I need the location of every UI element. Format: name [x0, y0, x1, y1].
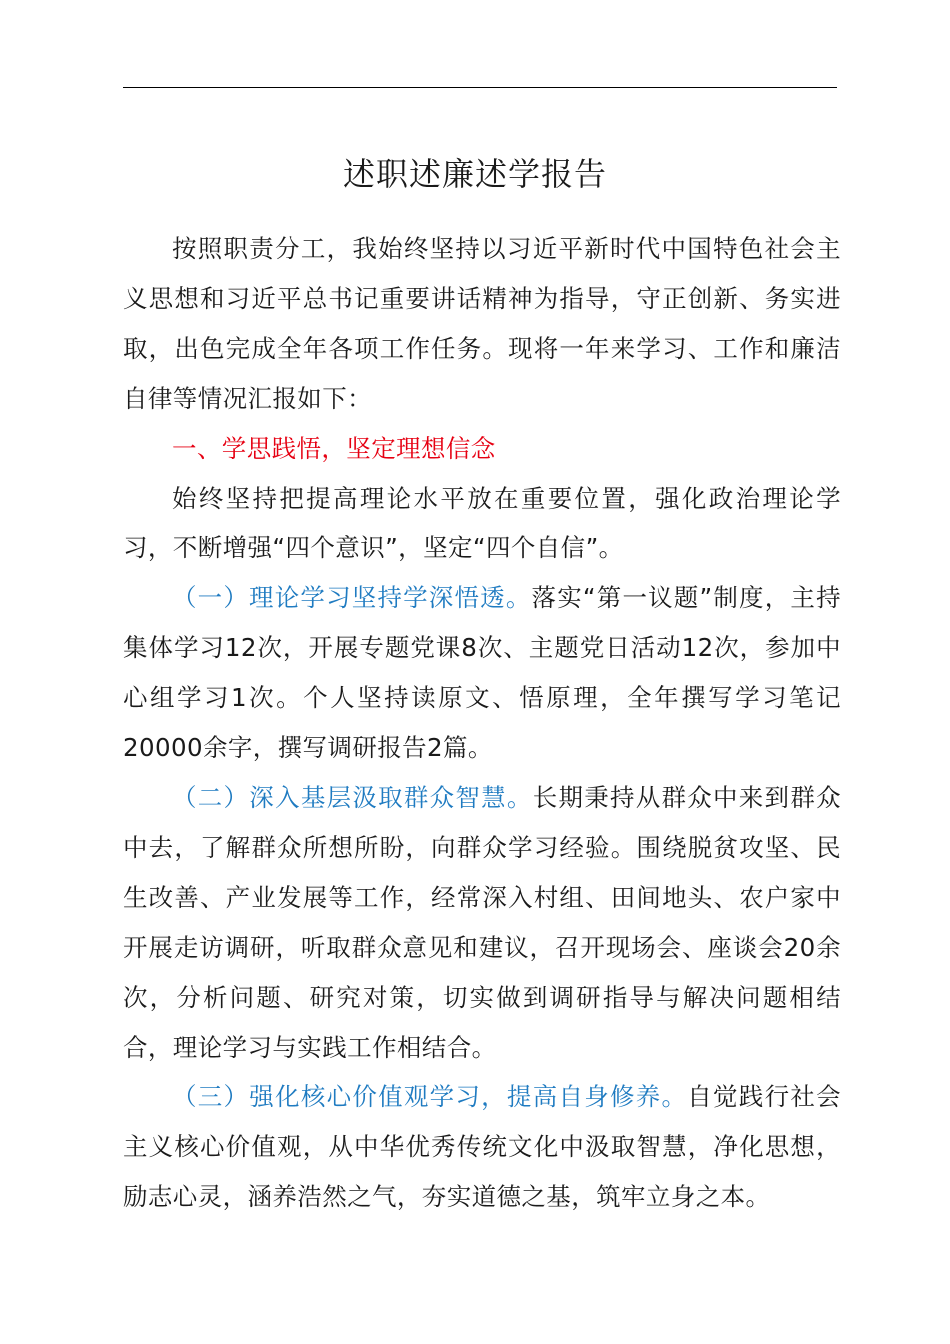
- intro-paragraph: 按照职责分工，我始终坚持以习近平新时代中国特色社会主义思想和习近平总书记重要讲话精神为指导，守正创新、务实进取，出色完成全年各项工作任务。现将一年来学习、工作和廉洁自律等情况汇报如下：: [123, 234, 841, 413]
- item-3-text: 自觉践行社会主义核心价值观，从中华优秀传统文化中汲取智慧，净化思想，励志心灵，涵养浩然之气，夯实道德之基，筑牢立身之本。: [123, 1082, 841, 1212]
- item-1-heading: （一）理论学习坚持学深悟透。: [172, 583, 532, 613]
- item-2-paragraph: [123, 773, 841, 1072]
- document-title: 述职述廉述学报告: [342, 155, 607, 193]
- item-1-text: 落实“第一议题”制度，主持集体学习12次，开展专题党课8次、主题党日活动12次，参加中心组学习1次。个人坚持读原文、悟原理，全年撰写学习笔记20000余字，撰写调研报告2篇。: [123, 583, 841, 763]
- item-1-paragraph: [123, 573, 841, 773]
- section-1-heading: 一、学思践悟，坚定理想信念: [172, 433, 496, 463]
- item-3-paragraph: [123, 1072, 841, 1222]
- header-rule: [123, 87, 837, 88]
- item-2-heading: （二）深入基层汲取群众智慧。: [172, 782, 533, 812]
- document-body: [123, 224, 841, 1222]
- item-3-heading: （三）强化核心价值观学习，提高自身修养。: [172, 1082, 688, 1112]
- item-2-text: 长期秉持从群众中来到群众中去，了解群众所想所盼，向群众学习经验。围绕脱贫攻坚、民生改善、产业发展等工作，经常深入村组、田间地头、农户家中开展走访调研，听取群众意见和建议，召开现场会、座谈会20余次，分析问题、研究对策，切实做到调研指导与解决问题相结合，理论学习与实践工作相结合。: [123, 782, 841, 1062]
- section-1-paragraph: 始终坚持把提高理论水平放在重要位置，强化政治理论学习，不断增强“四个意识”，坚定“四个自信”。: [123, 483, 841, 563]
